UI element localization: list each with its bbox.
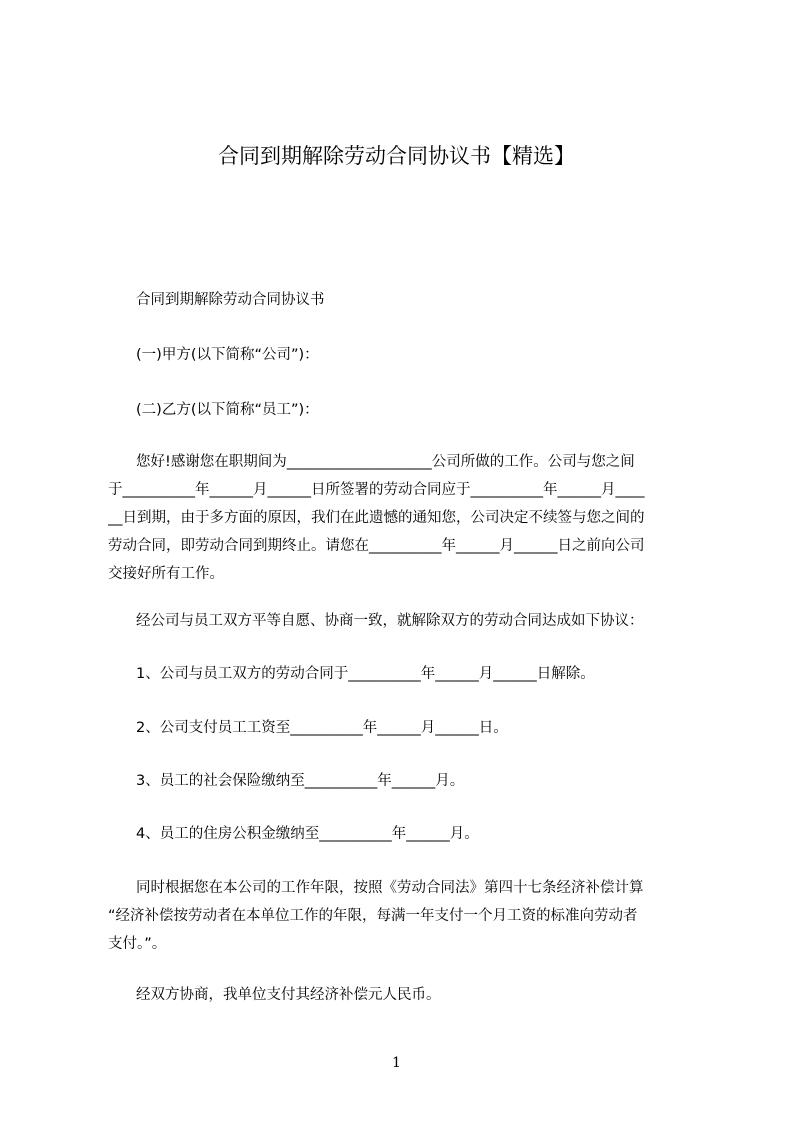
document-title: 合同到期解除劳动合同协议书【精选】 (218, 144, 575, 168)
notice-line: __日到期，由于多方面的原因，我们在此遗憾的通知您，公司决定不续签与您之间的 (108, 510, 645, 526)
party-a-text: (一)甲方(以下简称“公司”)： (136, 347, 319, 363)
agreement-item-text: 3、员工的社会保险缴纳至__________年______月。 (136, 773, 465, 789)
compensation-line: 同时根据您在本公司的工作年限，按照《劳动合同法》第四十七条经济补偿计算 (136, 880, 644, 896)
notice-line: 交接好所有工作。 (108, 566, 224, 582)
agreement-item-text: 4、员工的住房公积金缴纳至__________年______月。 (136, 826, 479, 842)
agreement-heading-text: 合同到期解除劳动合同协议书 (136, 292, 325, 308)
agreement-intro-text: 经公司与员工双方平等自愿、协商一致，就解除双方的劳动合同达成如下协议： (136, 613, 644, 629)
compensation-line: 支付。”。 (108, 936, 167, 952)
agreement-intro (108, 607, 700, 635)
party-b-text: (二)乙方(以下简称“员工”)： (136, 402, 319, 418)
agreement-item (108, 660, 700, 688)
conclusion-text: 经双方协商，我单位支付其经济补偿元人民币。 (136, 987, 441, 1003)
notice-paragraph (108, 448, 700, 588)
notice-line: 于__________年______月______日所签署的劳动合同应于__________年______月____ (108, 482, 645, 498)
notice-line: 劳动合同，即劳动合同到期终止。请您在__________年______月______日之前向公司 (108, 538, 645, 554)
agreement-heading (108, 286, 700, 314)
agreement-item (108, 820, 700, 848)
agreement-item (108, 767, 700, 795)
party-a-line (108, 341, 700, 369)
conclusion-line (108, 981, 700, 1009)
compensation-line: “经济补偿按劳动者在本单位工作的年限，每满一年支付一个月工资的标准向劳动者 (108, 908, 638, 924)
page-number: 1 (392, 1055, 401, 1071)
agreement-item-text: 2、公司支付员工工资至__________年______月______日。 (136, 720, 508, 736)
agreement-item-text: 1、公司与员工双方的劳动合同于__________年______月______日解除。 (136, 666, 595, 682)
agreement-item (108, 714, 700, 742)
notice-line: 您好!感谢您在职期间为____________________公司所做的工作。公司与您之间 (136, 454, 635, 470)
party-b-line (108, 396, 700, 424)
compensation-paragraph (108, 874, 700, 958)
